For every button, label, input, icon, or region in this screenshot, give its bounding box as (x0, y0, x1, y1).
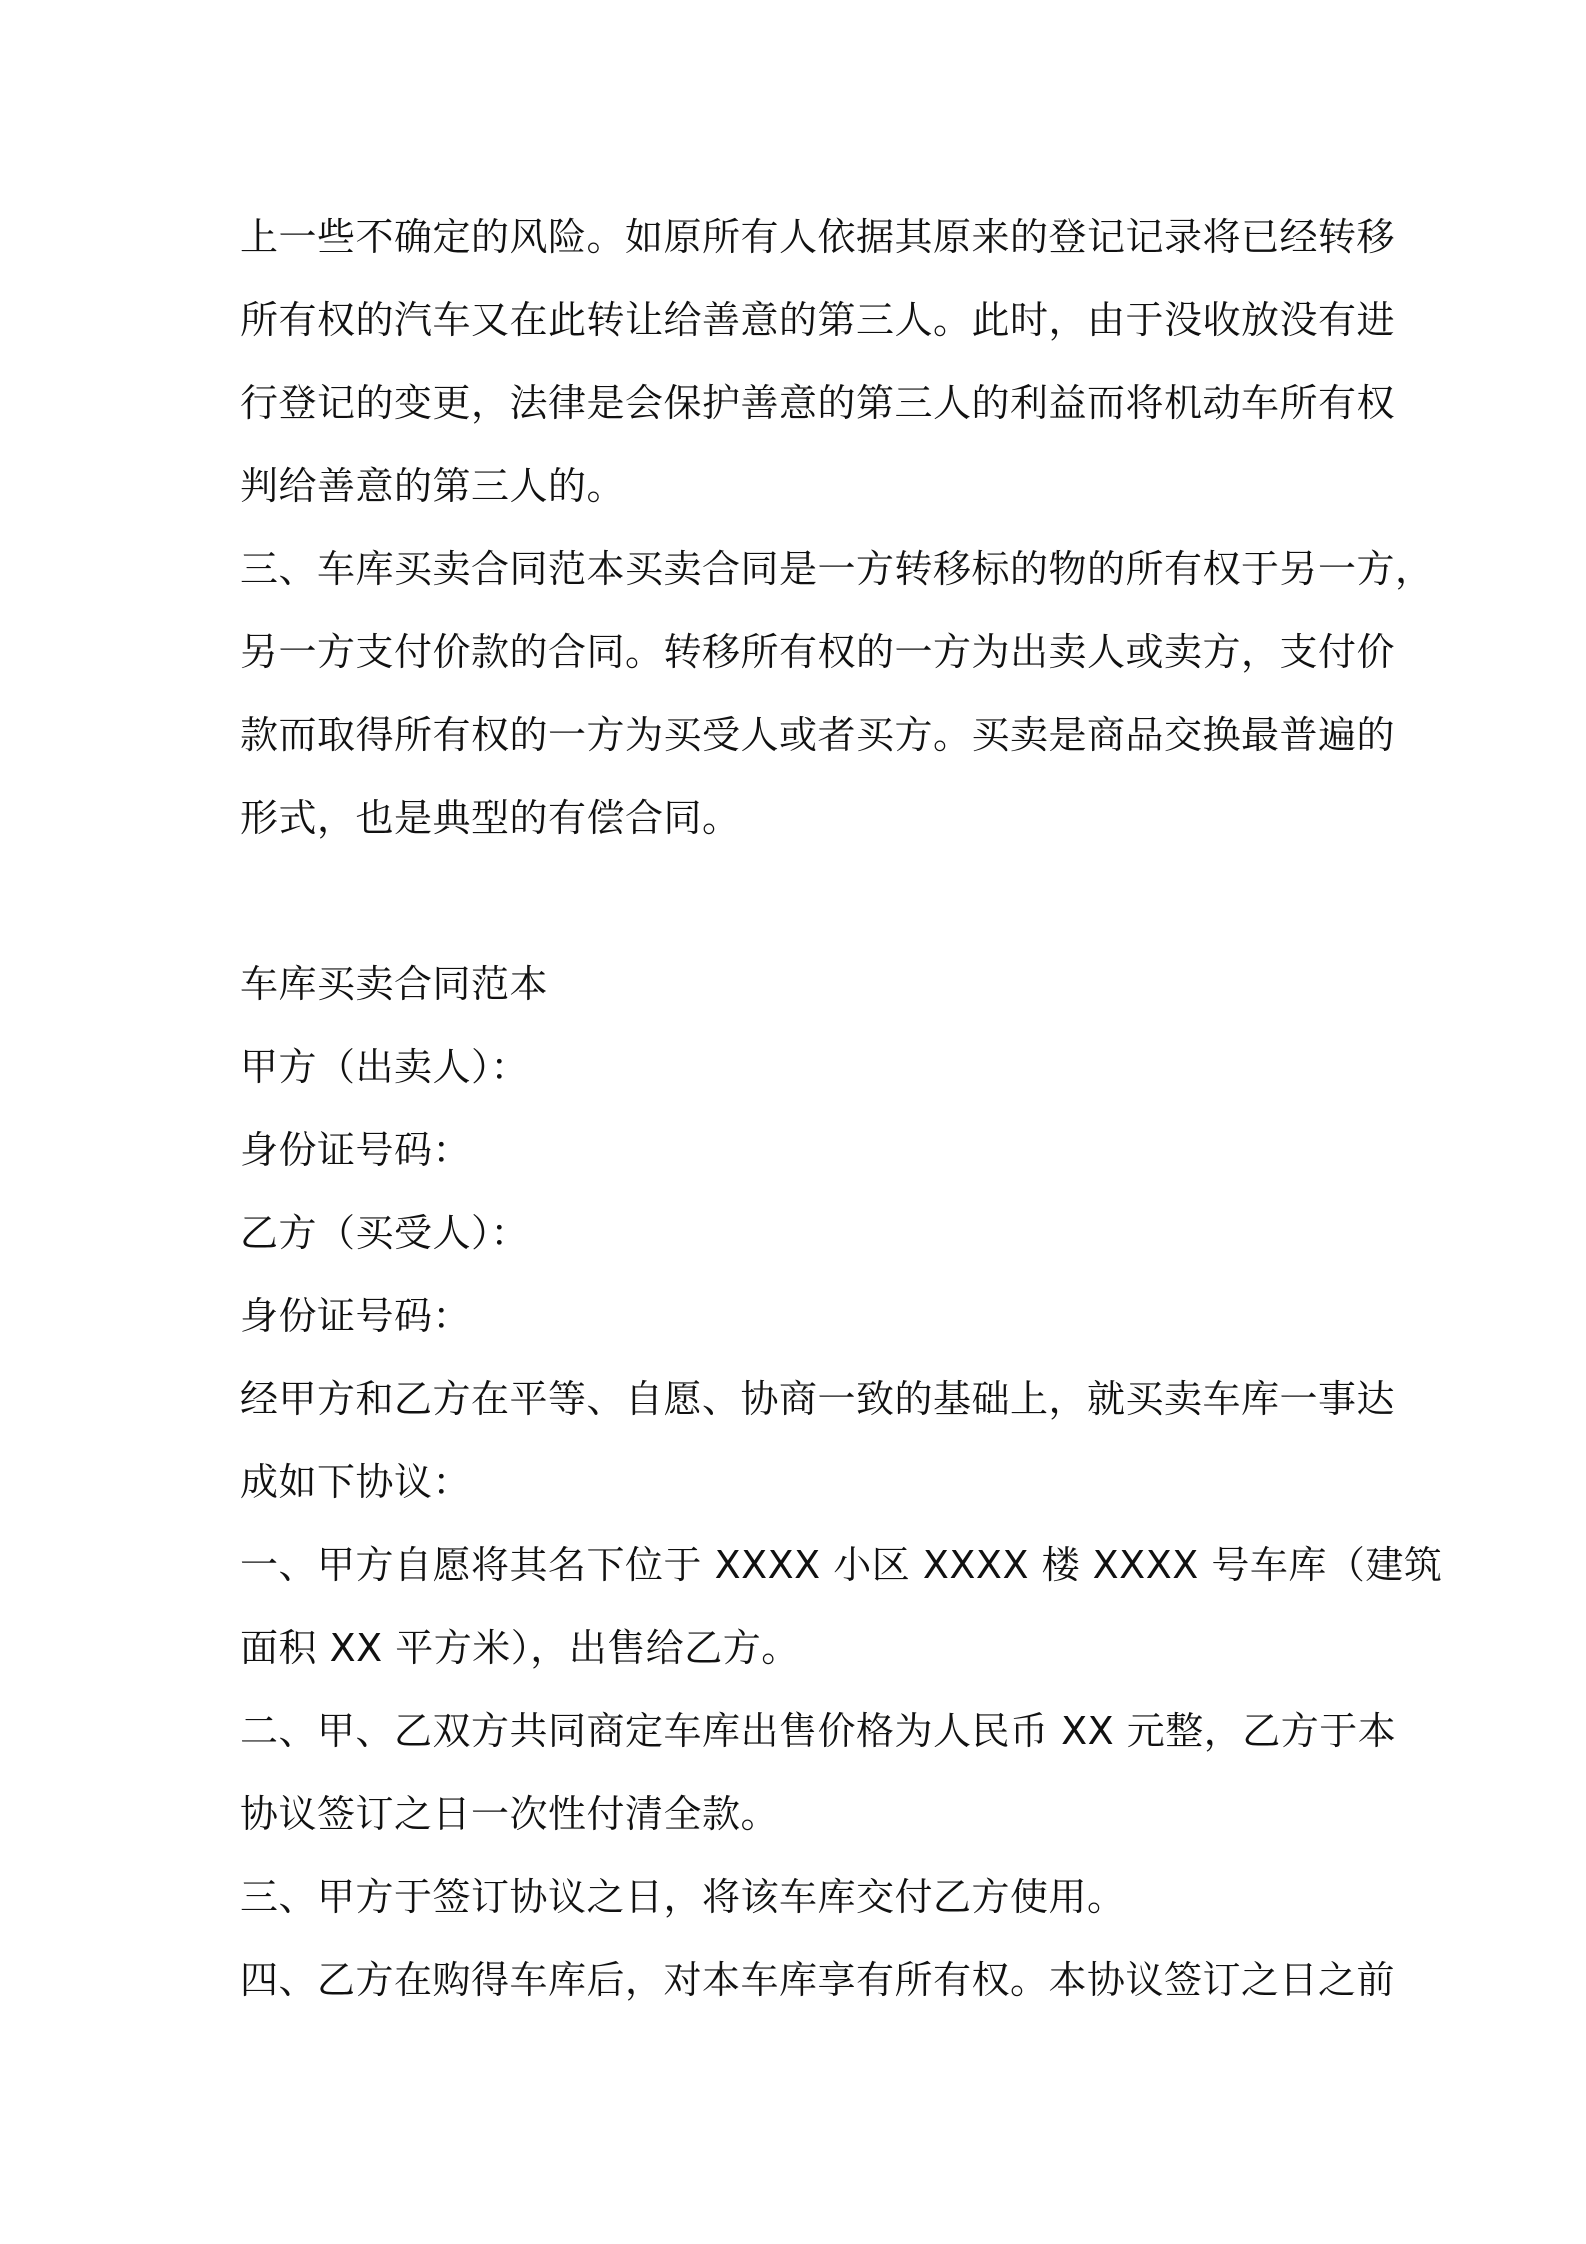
text-line: 判给善意的第三人的。 (240, 464, 626, 508)
text-line: 成如下协议： (240, 1460, 472, 1504)
party-b-id-label: 身份证号码： (240, 1294, 472, 1338)
party-a-label: 甲方（出卖人）： (240, 1045, 530, 1089)
clause-4 (240, 1939, 1396, 2022)
paragraph-risk (240, 196, 1396, 528)
party-b-label: 乙方（买受人）： (240, 1211, 530, 1255)
document-page (240, 196, 1443, 2022)
section-spacer (240, 860, 1370, 943)
party-a-id-label: 身份证号码： (240, 1128, 472, 1172)
text-line: 三、甲方于签订协议之日，将该车库交付乙方使用。 (240, 1875, 1126, 1919)
text-line: 上一些不确定的风险。如原所有人依据其原来的登记记录将已经转移 (240, 215, 1396, 259)
text-line: 二、甲、乙双方共同商定车库出售价格为人民币 XX 元整，乙方于本 (240, 1709, 1397, 1753)
text-line: 款而取得所有权的一方为买受人或者买方。买卖是商品交换最普遍的 (240, 713, 1396, 757)
clause-2 (240, 1690, 1397, 1856)
paragraph-sales-contract-definition (240, 528, 1434, 860)
text-line: 另一方支付价款的合同。转移所有权的一方为出卖人或卖方，支付价 (240, 630, 1396, 674)
clause-1 (240, 1524, 1443, 1690)
text-line: 经甲方和乙方在平等、自愿、协商一致的基础上，就买卖车库一事达 (240, 1377, 1396, 1421)
contract-title: 车库买卖合同范本 (240, 962, 549, 1006)
text-line: 面积 XX 平方米），出售给乙方。 (240, 1626, 800, 1670)
text-line: 所有权的汽车又在此转让给善意的第三人。此时，由于没收放没有进 (240, 298, 1396, 342)
text-line: 一、甲方自愿将其名下位于 XXXX 小区 XXXX 楼 XXXX 号车库（建筑 (240, 1543, 1443, 1587)
contract-section (240, 943, 1443, 2022)
text-line: 形式，也是典型的有偿合同。 (240, 796, 741, 840)
contract-preamble (240, 1358, 1396, 1524)
clause-3 (240, 1856, 1370, 1939)
text-line: 协议签订之日一次性付清全款。 (240, 1792, 780, 1836)
text-line: 三、车库买卖合同范本买卖合同是一方转移标的物的所有权于另一方， (240, 547, 1434, 591)
text-line: 行登记的变更，法律是会保护善意的第三人的利益而将机动车所有权 (240, 381, 1396, 425)
text-line: 四、乙方在购得车库后，对本车库享有所有权。本协议签订之日之前 (240, 1958, 1396, 2002)
